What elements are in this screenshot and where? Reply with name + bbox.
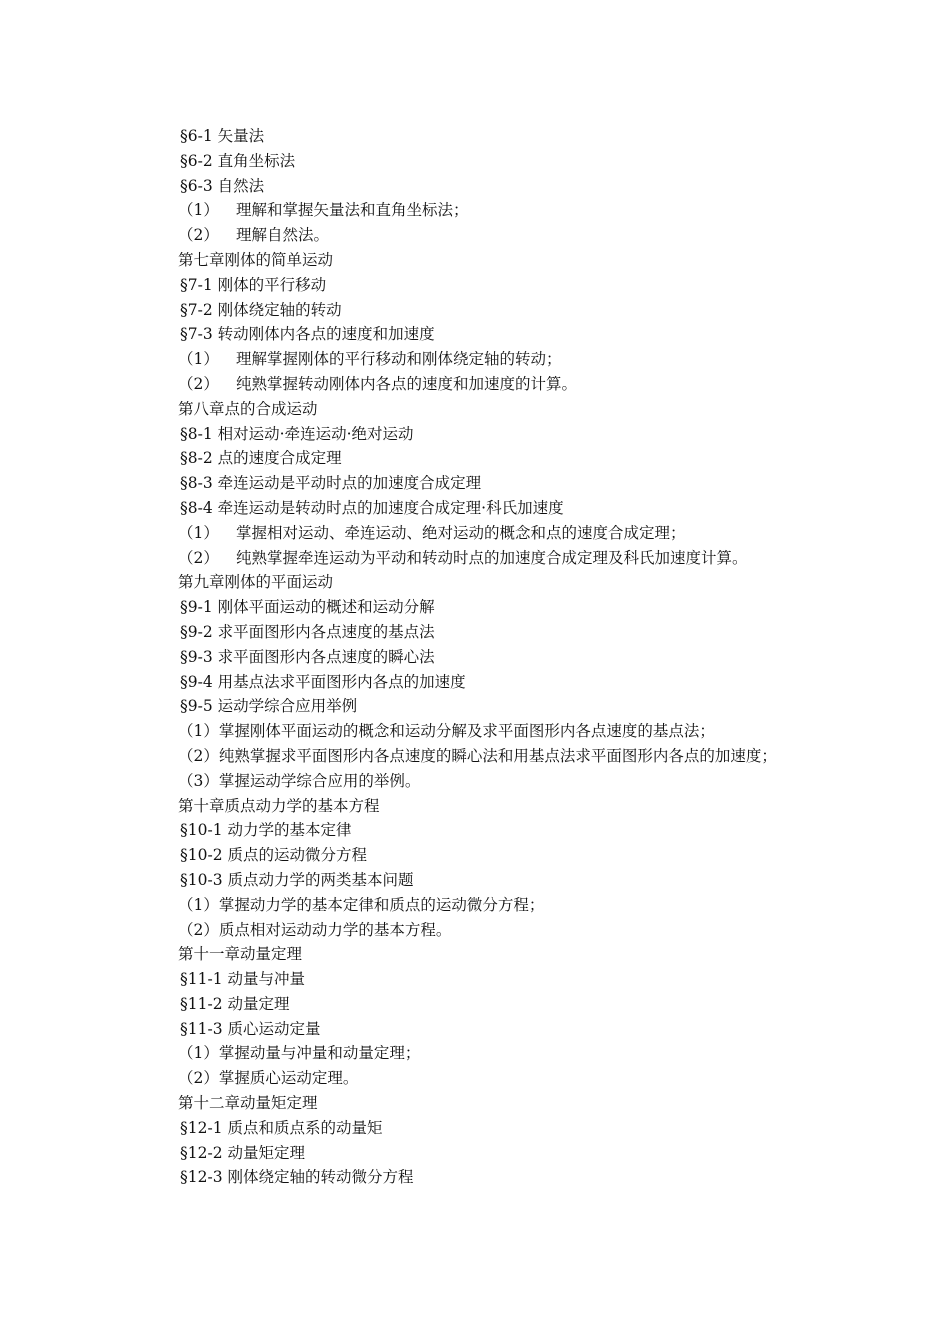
section-heading: §10-3 质点动力学的两类基本问题 <box>180 870 414 889</box>
section-heading: §9-4 用基点法求平面图形内各点的加速度 <box>180 672 466 691</box>
objective-text: 纯熟掌握求平面图形内各点速度的瞬心法和用基点法求平面图形内各点的加速度； <box>218 746 777 765</box>
section-heading: §10-2 质点的运动微分方程 <box>180 846 367 865</box>
objective-text: 纯熟掌握转动刚体内各点的速度和加速度的计算。 <box>236 374 578 393</box>
objective-item <box>178 372 818 397</box>
objective-text: 纯熟掌握牵连运动为平动和转动时点的加速度合成定理及科氏加速度计算。 <box>236 548 748 567</box>
objective-item <box>178 719 818 744</box>
section-heading: §12-1 质点和质点系的动量矩 <box>180 1118 383 1137</box>
section-heading: §9-1 刚体平面运动的概述和运动分解 <box>180 598 435 617</box>
objective-item <box>178 893 818 918</box>
objective-number: （2） <box>178 746 219 765</box>
section-heading: §10-1 动力学的基本定律 <box>180 821 352 840</box>
objective-item <box>178 1066 818 1091</box>
section-heading: §9-5 运动学综合应用举例 <box>180 697 358 716</box>
objective-item <box>178 546 818 571</box>
objective-item <box>178 347 818 372</box>
section-heading: §11-2 动量定理 <box>180 994 290 1013</box>
objective-number: （2） <box>178 920 219 939</box>
objective-number: （1） <box>178 722 219 741</box>
objective-text: 理解掌握刚体的平行移动和刚体绕定轴的转动； <box>236 350 562 369</box>
objective-number: （3） <box>178 771 219 790</box>
chapter-heading: 第八章点的合成运动 <box>178 399 318 418</box>
objective-text: 掌握相对运动、牵连运动、绝对运动的概念和点的速度合成定理； <box>236 523 686 542</box>
objective-number: （1） <box>178 895 219 914</box>
objective-item <box>178 744 818 769</box>
section-heading: §6-3 自然法 <box>180 176 265 195</box>
objective-number: （1） <box>178 350 219 369</box>
section-heading: §8-2 点的速度合成定理 <box>180 449 342 468</box>
section-heading: §8-4 牵连运动是转动时点的加速度合成定理·科氏加速度 <box>180 498 564 517</box>
chapter-heading: 第十一章动量定理 <box>178 945 303 964</box>
section-heading: §12-2 动量矩定理 <box>180 1143 305 1162</box>
objective-text: 理解自然法。 <box>236 226 330 245</box>
objective-number: （2） <box>178 1069 219 1088</box>
chapter-heading: 第九章刚体的平面运动 <box>178 573 334 592</box>
section-heading: §11-1 动量与冲量 <box>180 970 305 989</box>
objective-text: 掌握质心运动定理。 <box>218 1069 359 1088</box>
objective-text: 掌握刚体平面运动的概念和运动分解及求平面图形内各点速度的基点法； <box>218 722 715 741</box>
objective-item <box>178 769 818 794</box>
objective-text: 掌握动量与冲量和动量定理； <box>218 1044 421 1063</box>
objective-number: （1） <box>178 523 219 542</box>
chapter-heading: 第十章质点动力学的基本方程 <box>178 796 380 815</box>
document-body <box>178 124 818 1190</box>
section-heading: §8-3 牵连运动是平动时点的加速度合成定理 <box>180 474 482 493</box>
section-heading: §7-3 转动刚体内各点的速度和加速度 <box>180 325 435 344</box>
objective-number: （1） <box>178 201 219 220</box>
objective-item <box>178 1041 818 1066</box>
objective-number: （1） <box>178 1044 219 1063</box>
objective-item <box>178 198 818 223</box>
objective-item <box>178 521 818 546</box>
objective-item <box>178 918 818 943</box>
section-heading: §11-3 质心运动定量 <box>180 1019 321 1038</box>
section-heading: §9-3 求平面图形内各点速度的瞬心法 <box>180 647 435 666</box>
objective-number: （2） <box>178 548 219 567</box>
section-heading: §8-1 相对运动·牵连运动·绝对运动 <box>180 424 414 443</box>
section-heading: §6-1 矢量法 <box>180 127 265 145</box>
section-heading: §6-2 直角坐标法 <box>180 151 296 170</box>
objective-text: 掌握运动学综合应用的举例。 <box>218 771 421 790</box>
chapter-heading: 第七章刚体的简单运动 <box>178 250 334 269</box>
objective-text: 质点相对运动动力学的基本方程。 <box>218 920 452 939</box>
section-heading: §9-2 求平面图形内各点速度的基点法 <box>180 622 435 641</box>
objective-text: 掌握动力学的基本定律和质点的运动微分方程； <box>218 895 545 914</box>
section-heading: §12-3 刚体绕定轴的转动微分方程 <box>180 1168 414 1187</box>
chapter-heading: 第十二章动量矩定理 <box>178 1094 318 1113</box>
objective-number: （2） <box>178 226 219 245</box>
objective-item <box>178 223 818 248</box>
objective-text: 理解和掌握矢量法和直角坐标法； <box>236 201 469 220</box>
objective-number: （2） <box>178 374 219 393</box>
section-heading: §7-2 刚体绕定轴的转动 <box>180 300 342 319</box>
section-heading: §7-1 刚体的平行移动 <box>180 275 327 294</box>
